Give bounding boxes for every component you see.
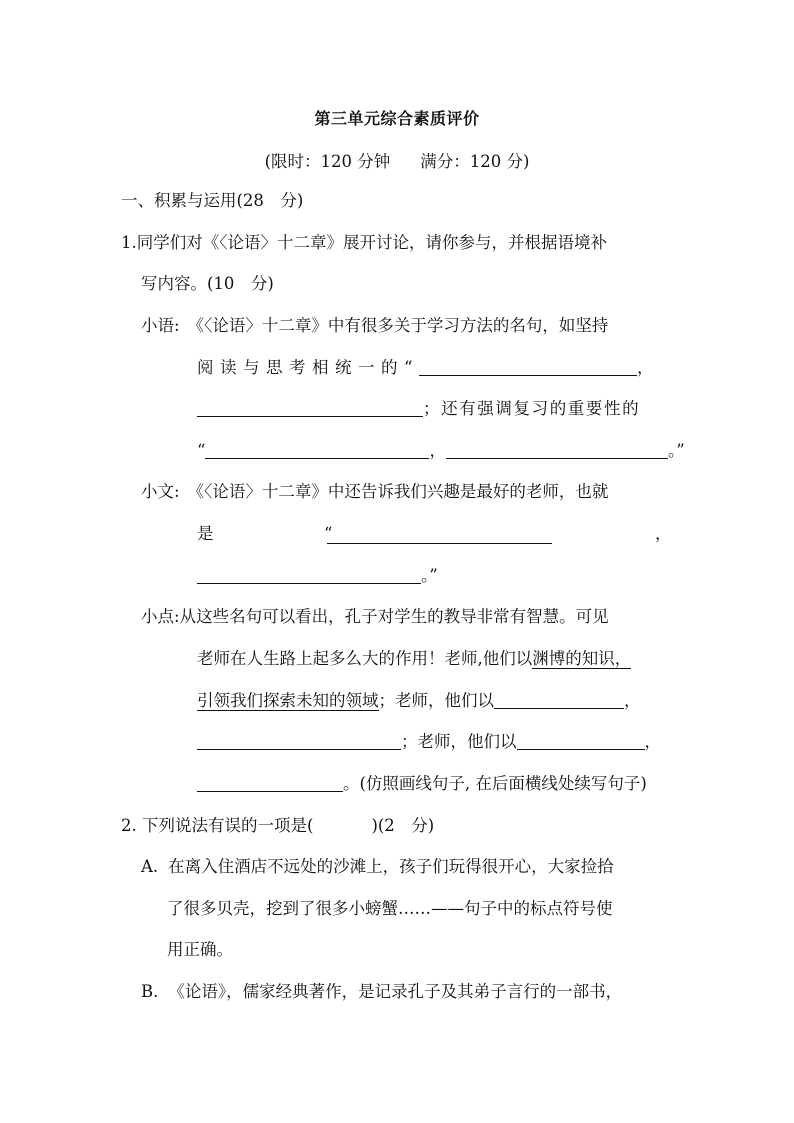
option-a-line2: 了很多贝壳，挖到了很多小螃蟹……——句子中的标点符号使 bbox=[167, 899, 613, 918]
answer-blank[interactable] bbox=[327, 525, 552, 544]
speaker-xiaoyu: 小语: bbox=[141, 316, 180, 335]
close-quote: 。” bbox=[667, 441, 685, 460]
dialogue-xiaoyu-line2 bbox=[197, 357, 653, 379]
speaker-xiaowen: 小文: bbox=[141, 482, 180, 501]
dialogue-xiaodian-line2 bbox=[197, 648, 631, 670]
comma: ， bbox=[624, 691, 641, 710]
page-title: 第三单元综合素质评价 bbox=[314, 109, 480, 128]
option-a-line1 bbox=[141, 856, 614, 878]
xiaowen-text: 是 bbox=[197, 524, 214, 543]
speaker-xiaodian: 小点: bbox=[141, 607, 180, 626]
dialogue-xiaoyu-line3 bbox=[197, 398, 640, 420]
xiaodian-text: 。(仿照画线句子, 在后面横线处续写句子) bbox=[343, 774, 647, 793]
q2-stem bbox=[121, 815, 434, 837]
xiaoyu-text: ；还有强调复习的重要性的 bbox=[423, 399, 641, 418]
full-score: 满分：120 分) bbox=[420, 152, 530, 171]
dialogue-xiaoyu-line1 bbox=[141, 315, 608, 337]
open-quote: “ bbox=[324, 524, 333, 543]
option-a-line3: 用正确。 bbox=[167, 940, 233, 959]
xiaodian-text: 从这些名句可以看出，孔子对学生的教导非常有智慧。可见 bbox=[179, 607, 609, 626]
q2-stem-text: 2. 下列说法有误的一项是( bbox=[121, 816, 314, 835]
answer-blank[interactable] bbox=[517, 731, 645, 750]
dialogue-xiaowen-line1 bbox=[141, 481, 608, 503]
semicolon: ； bbox=[401, 732, 418, 751]
answer-blank[interactable] bbox=[197, 565, 421, 584]
dialogue-xiaowen-line3 bbox=[197, 565, 438, 587]
q2-stem-score: )(2 分) bbox=[371, 816, 435, 835]
xiaoyu-text: 《〈论语〉十二章》中有很多关于学习方法的名句，如坚持 bbox=[187, 316, 609, 335]
comma: ， bbox=[429, 441, 446, 460]
answer-blank[interactable] bbox=[197, 731, 401, 750]
open-quote: “ bbox=[197, 441, 206, 460]
xiaodian-text: ；老师，他们以 bbox=[378, 691, 494, 710]
dialogue-xiaodian-line5 bbox=[197, 773, 647, 795]
answer-blank[interactable] bbox=[419, 357, 637, 376]
comma: ， bbox=[636, 358, 654, 377]
dialogue-xiaodian-line1 bbox=[141, 606, 609, 628]
option-b-text: 《论语》，儒家经典著作，是记录孔子及其弟子言行的一部书， bbox=[168, 982, 623, 1001]
xiaodian-text: 老师，他们以 bbox=[417, 732, 517, 751]
option-a-text: 在离入住酒店不远处的沙滩上，孩子们玩得很开心，大家捡拾 bbox=[168, 857, 614, 876]
underlined-example: 引领我们探索未知的领域 bbox=[197, 691, 379, 710]
dialogue-xiaowen-line2 bbox=[197, 523, 672, 545]
option-a-label: A. bbox=[141, 857, 159, 876]
xiaoyu-text: 阅读与思考相统一的“ bbox=[197, 358, 419, 377]
option-b-line1 bbox=[141, 981, 622, 1003]
underlined-example: 渊博的知识， bbox=[532, 649, 632, 668]
answer-blank[interactable] bbox=[205, 440, 429, 459]
section-heading: 一、积累与运用(28 分) bbox=[121, 191, 304, 210]
answer-blank[interactable] bbox=[197, 398, 423, 417]
q1-stem-line2: 写内容。(10 分) bbox=[141, 274, 274, 293]
option-b-label: B. bbox=[141, 982, 159, 1001]
dialogue-xiaodian-line3 bbox=[197, 690, 641, 712]
q1-stem-line1: 1.同学们对《〈论语〉十二章》展开讨论，请你参与，并根据语境补 bbox=[121, 233, 607, 252]
xiaowen-text: 《〈论语〉十二章》中还告诉我们兴趣是最好的老师，也就 bbox=[187, 482, 609, 501]
exam-info bbox=[0, 148, 794, 172]
answer-blank[interactable] bbox=[197, 773, 343, 792]
answer-blank[interactable] bbox=[446, 440, 668, 459]
comma: ， bbox=[644, 732, 661, 751]
dialogue-xiaodian-line4 bbox=[197, 731, 661, 753]
close-quote: 。” bbox=[421, 566, 438, 585]
answer-blank[interactable] bbox=[494, 690, 624, 709]
time-limit: (限时：120 分钟 bbox=[264, 152, 391, 171]
xiaodian-text: 老师在人生路上起多么大的作用！老师,他们以 bbox=[197, 649, 533, 668]
dialogue-xiaoyu-line4 bbox=[197, 440, 685, 462]
comma: ， bbox=[655, 524, 672, 543]
